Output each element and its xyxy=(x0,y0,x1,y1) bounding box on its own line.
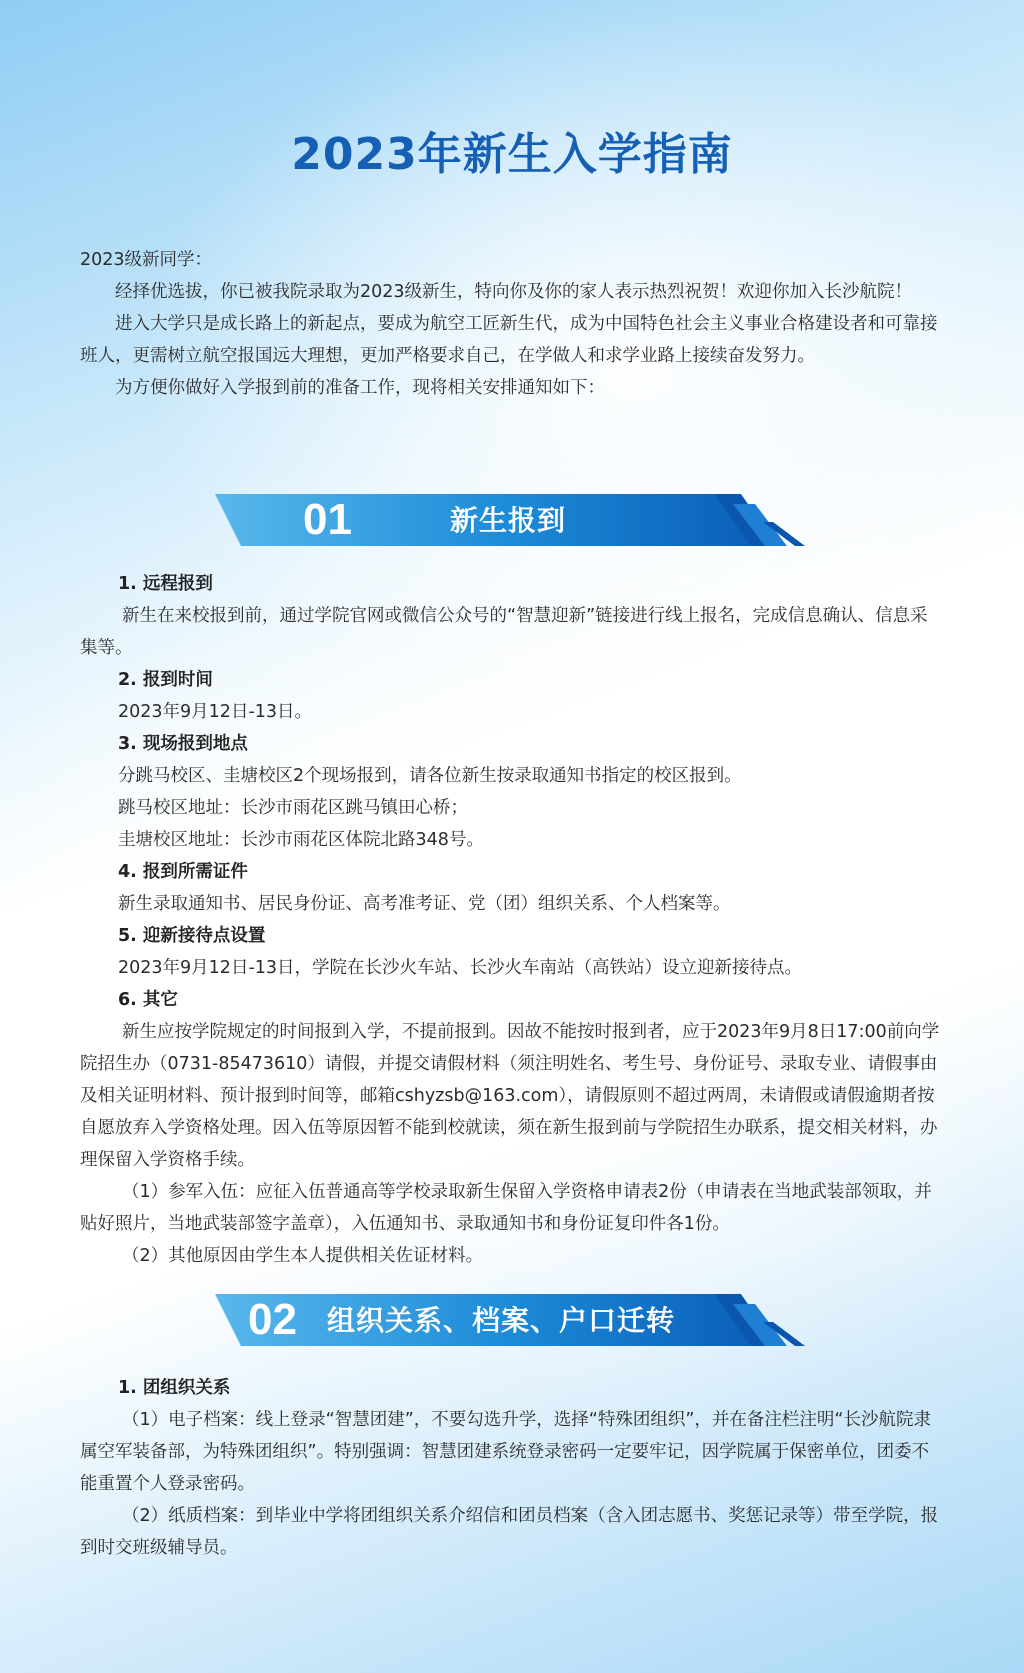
section-heading: 新生报到 xyxy=(450,504,567,537)
item-text: 新生应按学院规定的时间报到入学，不提前报到。因故不能按时报到者，应于2023年9月8日17:00前向学院招生办（0731-85473610）请假，并提交请假材料（须注明姓名、考生号、身份证号、录取专业、请假事由及相关证明材料、预计报到时间等，邮箱cshyzsb@163.com），请假原则不超过两周，未请假或请假逾期者按自愿放弃入学资格处理。因入伍等原因暂不能到校就读，须在新生报到前与学院招生办联系，提交相关材料，办理保留入学资格手续。 xyxy=(80,1022,940,1170)
section-number: 01 xyxy=(303,495,352,544)
item-text: 分跳马校区、圭塘校区2个现场报到，请各位新生按录取通知书指定的校区报到。 xyxy=(118,766,742,786)
intro-paragraph-2: 进入大学只是成长路上的新起点，要成为航空工匠新生代，成为中国特色社会主义事业合格建设者和可靠接班人，更需树立航空报国远大理想，更加严格要求自己，在学做人和求学业路上接续奋发努力。 xyxy=(80,314,938,366)
item-text: （2）其他原因由学生本人提供相关佐证材料。 xyxy=(122,1246,484,1266)
item-title: 4. 报到所需证件 xyxy=(118,862,248,882)
intro xyxy=(80,244,942,404)
intro-paragraph-3: 为方便你做好入学报到前的准备工作，现将相关安排通知如下： xyxy=(115,378,605,398)
item-title: 6. 其它 xyxy=(118,990,178,1010)
page-title: 2023年新生入学指南 xyxy=(291,129,733,180)
item-text: （2）纸质档案：到毕业中学将团组织关系介绍信和团员档案（含入团志愿书、奖惩记录等）带至学院，报到时交班级辅导员。 xyxy=(80,1506,939,1558)
item-text: 2023年9月12日-13日。 xyxy=(118,702,313,722)
intro-paragraph-1: 经择优选拔，你已被我院录取为2023级新生，特向你及你的家人表示热烈祝贺！欢迎你加入长沙航院！ xyxy=(115,282,913,302)
section-1-body xyxy=(80,568,942,1272)
item-title: 5. 迎新接待点设置 xyxy=(118,926,266,946)
item-text: 新生在来校报到前，通过学院官网或微信公众号的“智慧迎新”链接进行线上报名，完成信息确认、信息采集等。 xyxy=(80,606,928,658)
section-number: 02 xyxy=(248,1295,297,1344)
item-text: 跳马校区地址：长沙市雨花区跳马镇田心桥； xyxy=(118,798,468,818)
item-title: 3. 现场报到地点 xyxy=(118,734,248,754)
section-banner-02 xyxy=(215,1292,805,1348)
item-text: 圭塘校区地址：长沙市雨花区体院北路348号。 xyxy=(118,830,484,850)
item-text: 新生录取通知书、居民身份证、高考准考证、党（团）组织关系、个人档案等。 xyxy=(118,894,731,914)
item-title: 1. 团组织关系 xyxy=(118,1378,231,1398)
section-banner-01 xyxy=(215,492,805,548)
section-2-body xyxy=(80,1372,942,1564)
item-text: （1）电子档案：线上登录“智慧团建”，不要勾选升学，选择“特殊团组织”，并在备注栏注明“长沙航院隶属空军装备部，为特殊团组织”。特别强调：智慧团建系统登录密码一定要牢记，因学院属于保密单位，团委不能重置个人登录密码。 xyxy=(80,1410,931,1494)
item-text: （1）参军入伍：应征入伍普通高等学校录取新生保留入学资格申请表2份（申请表在当地武装部领取，并贴好照片，当地武装部签字盖章），入伍通知书、录取通知书和身份证复印件各1份。 xyxy=(80,1182,932,1234)
section-heading: 组织关系、档案、户口迁转 xyxy=(327,1304,676,1337)
item-title: 2. 报到时间 xyxy=(118,670,213,690)
item-title: 1. 远程报到 xyxy=(118,574,213,594)
greeting: 2023级新同学： xyxy=(80,250,213,270)
item-text: 2023年9月12日-13日，学院在长沙火车站、长沙火车南站（高铁站）设立迎新接待点。 xyxy=(118,958,803,978)
